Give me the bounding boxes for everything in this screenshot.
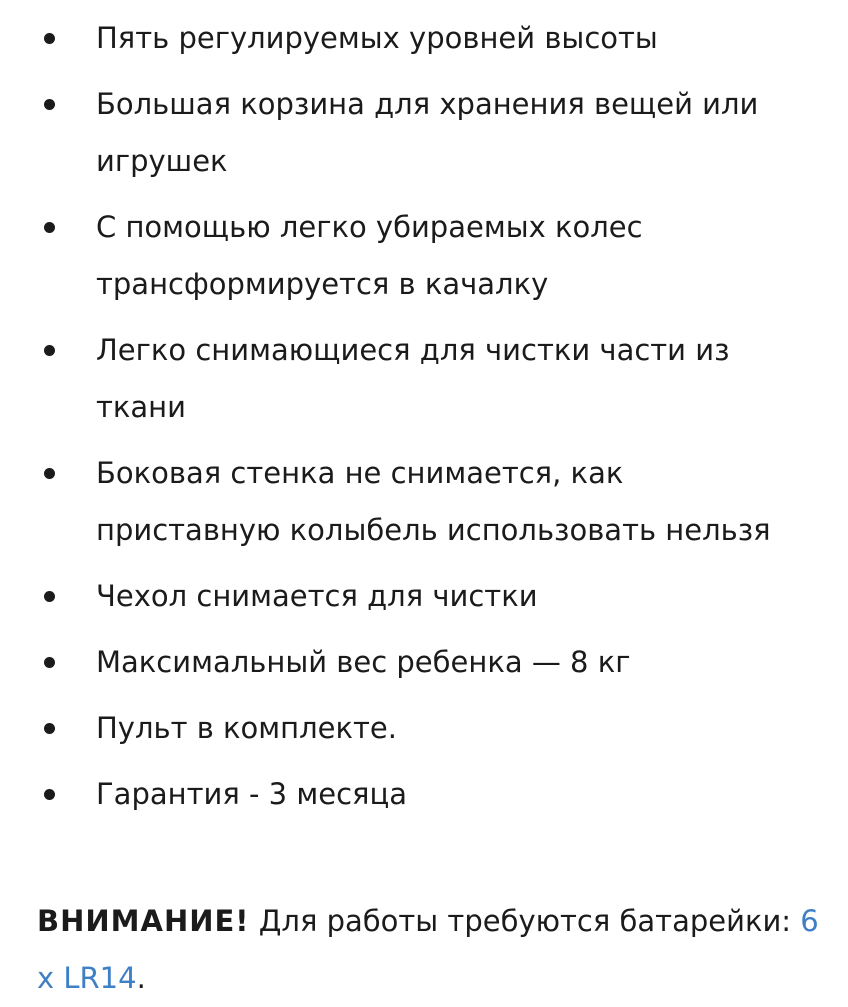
warning-tail: . xyxy=(136,961,146,995)
feature-text: Боковая стенка не снимается, как приставную колыбель использовать нельзя xyxy=(96,456,771,547)
bullet-icon xyxy=(44,657,55,668)
battery-type-link[interactable]: 6 x LR14 xyxy=(37,904,819,995)
feature-text: Максимальный вес ребенка — 8 кг xyxy=(96,645,631,679)
warning-text: Для работы требуются батарейки: xyxy=(249,904,801,938)
feature-text: Большая корзина для хранения вещей или игрушек xyxy=(96,87,759,178)
feature-text: Пять регулируемых уровней высоты xyxy=(96,21,658,55)
bullet-icon xyxy=(44,222,55,233)
feature-item-height-levels xyxy=(0,10,848,67)
feature-text: Легко снимающиеся для чистки части из ткани xyxy=(96,333,730,424)
battery-warning xyxy=(37,893,837,1007)
feature-item-removable-fabric xyxy=(0,322,848,436)
bullet-icon xyxy=(44,345,55,356)
feature-item-removable-cover xyxy=(0,568,848,625)
feature-item-side-wall xyxy=(0,445,848,559)
warning-title: ВНИМАНИЕ! xyxy=(37,904,250,938)
features-list xyxy=(0,10,848,832)
feature-item-remote-included xyxy=(0,700,848,757)
feature-item-warranty xyxy=(0,766,848,823)
feature-text: Чехол снимается для чистки xyxy=(96,579,538,613)
feature-text: Гарантия - 3 месяца xyxy=(96,777,407,811)
feature-item-rocking-wheels xyxy=(0,199,848,313)
feature-text: С помощью легко убираемых колес трансформируется в качалку xyxy=(96,210,643,301)
feature-item-storage-basket xyxy=(0,76,848,190)
bullet-icon xyxy=(44,33,55,44)
feature-text: Пульт в комплекте. xyxy=(96,711,397,745)
bullet-icon xyxy=(44,591,55,602)
bullet-icon xyxy=(44,468,55,479)
bullet-icon xyxy=(44,723,55,734)
bullet-icon xyxy=(44,99,55,110)
feature-item-max-weight xyxy=(0,634,848,691)
bullet-icon xyxy=(44,789,55,800)
